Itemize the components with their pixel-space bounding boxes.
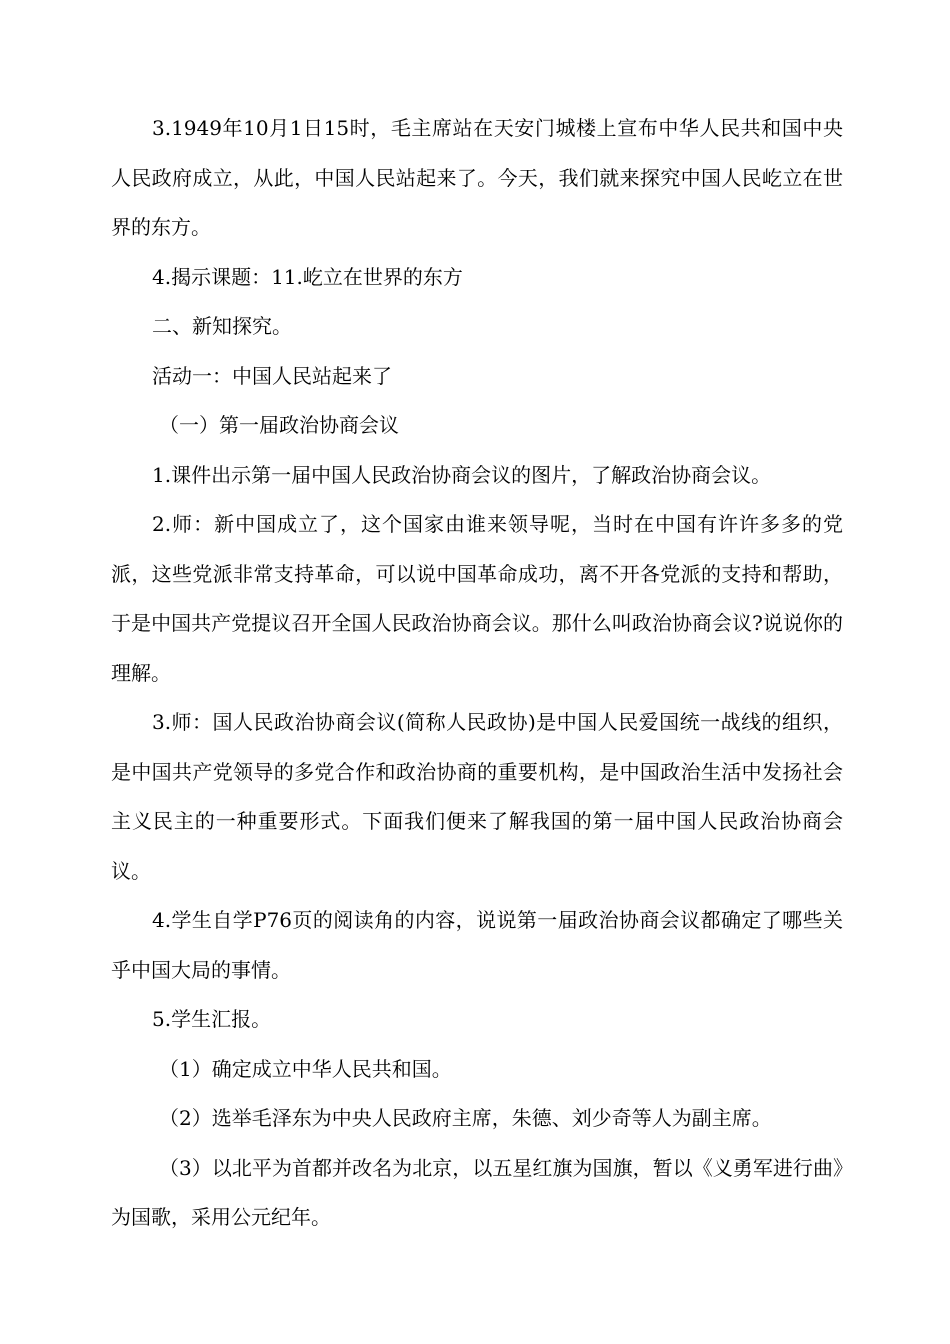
document-body	[111, 104, 843, 1243]
paragraph-step-2: 2.师：新中国成立了，这个国家由谁来领导呢，当时在中国有许许多多的党派，这些党派非常支持革命，可以说中国革命成功，离不开各党派的支持和帮助，于是中国共产党提议召开全国人民政治协商会议。那什么叫政治协商会议?说说你的理解。	[111, 512, 843, 685]
paragraph-step-3: 3.师：国人民政治协商会议(简称人民政协)是中国人民爱国统一战线的组织，是中国共产党领导的多党合作和政治协商的重要机构，是中国政治生活中发扬社会主义民主的一种重要形式。下面我们便来了解我国的第一届中国人民政治协商会议。	[111, 710, 843, 883]
activity-heading: 活动一：中国人民站起来了	[152, 363, 392, 388]
paragraph-intro-announcement: 3.1949年10月1日15时，毛主席站在天安门城楼上宣布中华人民共和国中央人民政府成立，从此，中国人民站起来了。今天，我们就来探究中国人民屹立在世界的东方。	[111, 116, 843, 239]
paragraph-step-1: 1.课件出示第一届中国人民政治协商会议的图片，了解政治协商会议。	[152, 462, 772, 487]
list-item-1: （1）确定成立中华人民共和国。	[159, 1056, 452, 1081]
list-item-2: （2）选举毛泽东为中央人民政府主席，朱德、刘少奇等人为副主席。	[159, 1106, 772, 1130]
paragraph-step-5: 5.学生汇报。	[152, 1007, 272, 1031]
subsection-heading-cppcc: （一）第一届政治协商会议	[159, 413, 399, 437]
section-heading-new-knowledge: 二、新知探究。	[152, 314, 292, 338]
paragraph-lesson-title: 4.揭示课题：11.屹立在世界的东方	[152, 264, 463, 289]
list-item-3: （3）以北平为首都并改名为北京，以五星红旗为国旗，暂以《义勇军进行曲》为国歌，采用公元纪年。	[111, 1155, 843, 1229]
paragraph-step-4: 4.学生自学P76页的阅读角的内容，说说第一届政治协商会议都确定了哪些关乎中国大局的事情。	[111, 908, 843, 982]
